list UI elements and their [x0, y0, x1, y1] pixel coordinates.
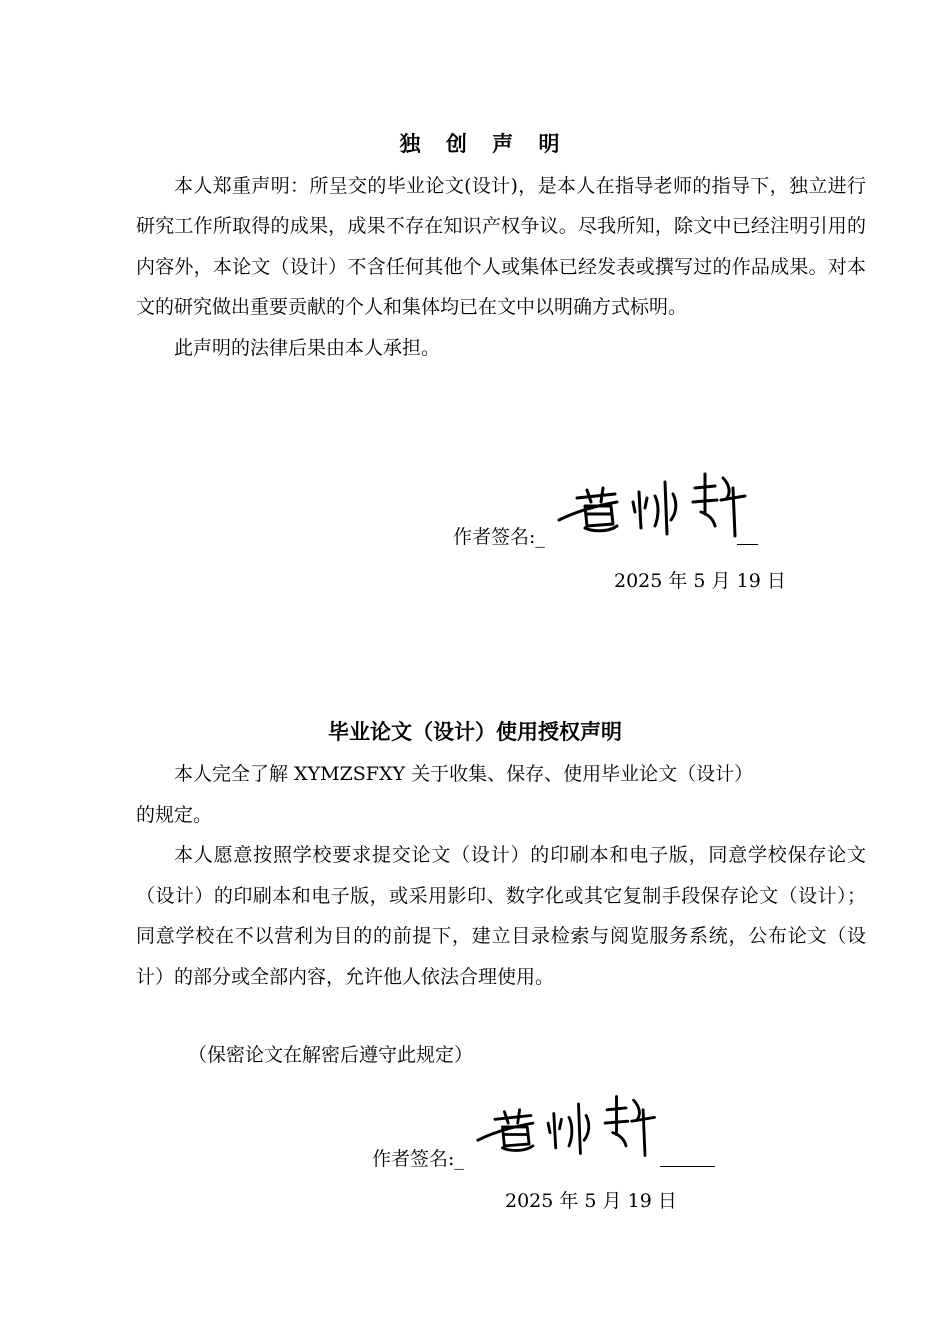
declaration-body	[136, 166, 866, 368]
declaration-title: 独 创 声 明	[399, 132, 569, 156]
confidential-note: （保密论文在解密后遵守此规定）	[188, 1044, 474, 1066]
authorization-title: 毕业论文（设计）使用授权声明	[328, 720, 622, 744]
declaration-date: 2025 年 5 月 19 日	[614, 570, 786, 592]
declaration-signature-underline	[737, 543, 758, 545]
declaration-paragraph: 此声明的法律后果由本人承担。	[174, 336, 441, 359]
authorization-body	[136, 754, 866, 997]
authorization-paragraph: 本人完全了解 XYMZSFXY 关于收集、保存、使用毕业论文（设计）	[174, 763, 754, 785]
authorization-date: 2025 年 5 月 19 日	[505, 1190, 677, 1212]
authorization-signature-underline	[660, 1165, 715, 1167]
authorization-paragraph: 本人愿意按照学校要求提交论文（设计）的印刷本和电子版，同意学校保存论文（设计）的印刷本和电子版，或采用影印、数字化或其它复制手段保存论文（设计）；同意学校在不以营利为目的的前提下，建立目录检索与阅览服务系统，公布论文（设计）的部分或全部内容，允许他人依法合理使用。	[136, 844, 866, 988]
authorization-signature-label: 作者签名:_	[372, 1148, 464, 1170]
authorization-handwritten-signature	[474, 1090, 664, 1160]
authorization-paragraph-continued: 的规定。	[136, 803, 213, 826]
declaration-paragraph: 本人郑重声明：所呈交的毕业论文(设计)，是本人在指导老师的指导下，独立进行研究工作所取得的成果，成果不存在知识产权争议。尽我所知，除文中已经注明引用的内容外，本论文（设计）不含任何其他个人或集体已经发表或撰写过的作品成果。对本文的研究做出重要贡献的个人和集体均已在文中以明确方式标明。	[136, 175, 866, 319]
declaration-signature-label: 作者签名:_	[453, 526, 545, 548]
declaration-handwritten-signature	[555, 468, 755, 540]
